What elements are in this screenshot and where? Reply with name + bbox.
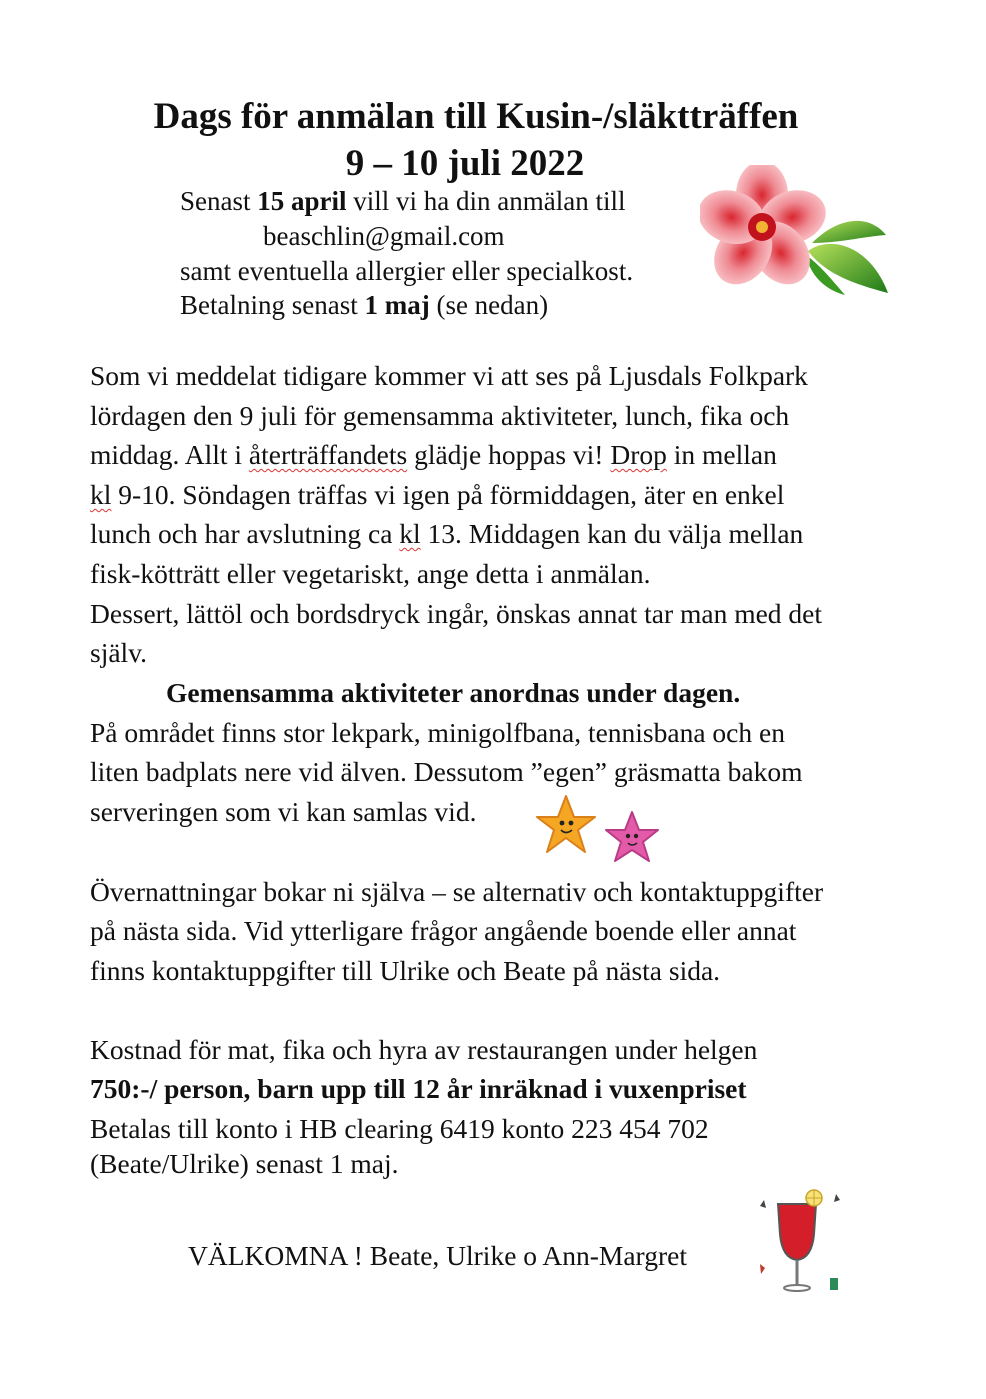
payment-deadline-line: (Beate/Ulrike) senast 1 maj.	[90, 1148, 399, 1179]
paragraph-line: Som vi meddelat tidigare kommer vi att ses på Ljusdals Folkpark	[90, 360, 808, 391]
paragraph-line: själv.	[90, 637, 148, 668]
intro-allergy-line: samt eventuella allergier eller specialkost.	[180, 256, 634, 286]
paragraph-line: lördagen den 9 juli för gemensamma aktiviteter, lunch, fika och	[90, 400, 790, 431]
paragraph-line: På området finns stor lekpark, minigolfbana, tennisbana och en	[90, 717, 785, 748]
paragraph-line: serveringen som vi kan samlas vid.	[90, 796, 477, 827]
contact-email: beaschlin@gmail.com	[263, 221, 505, 251]
paragraph-line: fisk-kötträtt eller vegetariskt, ange detta i anmälan.	[90, 558, 651, 589]
cocktail-glass-icon	[756, 1186, 842, 1296]
page-title: Dags för anmälan till Kusin-/släktträffen	[153, 96, 799, 137]
event-date: 9 – 10 juli 2022	[345, 143, 585, 184]
intro-deadline-line: Senast 15 april vill vi ha din anmälan till	[180, 186, 626, 216]
payment-account-line: Betalas till konto i HB clearing 6419 konto 223 454 702	[90, 1113, 709, 1144]
paragraph-line: finns kontaktuppgifter till Ulrike och Beate på nästa sida.	[90, 955, 721, 986]
hibiscus-flower-icon	[700, 165, 890, 300]
paragraph-line: på nästa sida. Vid ytterligare frågor angående boende eller annat	[90, 915, 797, 946]
paragraph-line: middag. Allt i återträffandets glädje hoppas vi! Drop in mellan	[90, 439, 777, 470]
price-line: 750:-/ person, barn upp till 12 år inräknad i vuxenpriset	[90, 1073, 747, 1104]
paragraph-line: kl 9-10. Söndagen träffas vi igen på förmiddagen, äter en enkel	[90, 479, 785, 510]
closing-greeting: VÄLKOMNA ! Beate, Ulrike o Ann-Margret	[188, 1240, 687, 1271]
activities-heading: Gemensamma aktiviteter anordnas under dagen.	[166, 677, 741, 708]
starfish-icon	[536, 792, 666, 868]
paragraph-line: liten badplats nere vid älven. Dessutom ”egen” gräsmatta bakom	[90, 756, 803, 787]
intro-payment-line: Betalning senast 1 maj (se nedan)	[180, 290, 549, 320]
paragraph-line: lunch och har avslutning ca kl 13. Middagen kan du välja mellan	[90, 518, 804, 549]
paragraph-line: Kostnad för mat, fika och hyra av restaurangen under helgen	[90, 1034, 758, 1065]
paragraph-line: Dessert, lättöl och bordsdryck ingår, önskas annat tar man med det	[90, 598, 823, 629]
paragraph-line: Övernattningar bokar ni själva – se alternativ och kontaktuppgifter	[90, 876, 824, 907]
